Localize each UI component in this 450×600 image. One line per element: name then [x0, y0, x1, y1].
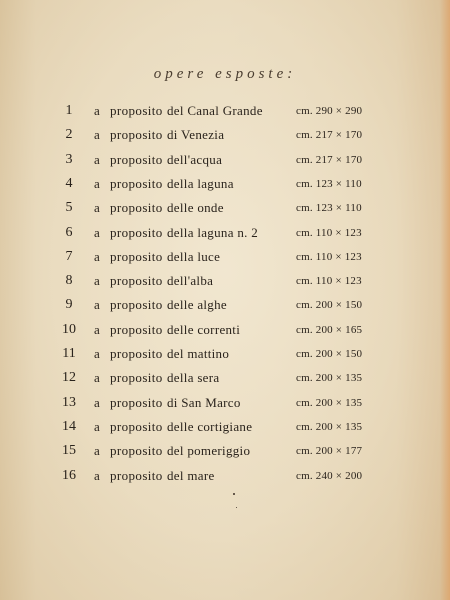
work-title: del mare: [167, 467, 215, 483]
work-row: [0, 415, 450, 439]
work-number: 10: [62, 321, 76, 337]
work-number: 9: [65, 297, 73, 313]
work-title: della sera: [167, 370, 220, 386]
work-row: [0, 172, 450, 196]
work-number: 16: [62, 467, 76, 483]
work-title: dell'acqua: [167, 151, 223, 167]
work-number: 7: [65, 248, 73, 264]
work-row: [0, 269, 450, 293]
work-row: [0, 342, 450, 366]
work-dimensions: cm. 110 × 123: [296, 275, 362, 288]
work-row: [0, 196, 450, 220]
work-title: del pomeriggio: [167, 443, 251, 459]
work-title: del mattino: [167, 346, 230, 361]
work-preposition: a: [94, 151, 100, 167]
work-number: 12: [62, 370, 76, 386]
work-proposito: proposito: [110, 200, 163, 216]
work-preposition: a: [94, 346, 100, 361]
work-proposito: proposito: [110, 394, 163, 410]
work-proposito: proposito: [110, 127, 163, 143]
work-number: 4: [65, 175, 73, 191]
work-proposito: proposito: [110, 443, 163, 459]
work-title: della laguna n. 2: [167, 224, 259, 240]
work-row: [0, 123, 450, 147]
work-proposito: proposito: [110, 151, 163, 167]
work-number: 15: [62, 443, 76, 459]
work-preposition: a: [94, 248, 100, 264]
work-preposition: a: [94, 175, 100, 191]
work-row: [0, 99, 450, 123]
work-row: [0, 391, 450, 415]
work-row: [0, 221, 450, 245]
work-row: [0, 293, 450, 317]
work-proposito: proposito: [110, 346, 163, 361]
work-preposition: a: [94, 297, 100, 313]
work-dimensions: cm. 217 × 170: [296, 129, 363, 142]
work-number: 2: [65, 127, 73, 143]
work-dimensions: cm. 200 × 165: [296, 323, 363, 336]
work-preposition: a: [94, 467, 100, 483]
work-proposito: proposito: [110, 467, 163, 483]
work-dimensions: cm. 123 × 110: [296, 202, 362, 215]
work-proposito: proposito: [110, 418, 163, 434]
work-title: delle cortigiane: [167, 418, 253, 434]
work-row: [0, 318, 450, 342]
work-preposition: a: [94, 321, 100, 337]
work-title: della laguna: [167, 175, 234, 191]
works-list: [0, 99, 450, 499]
work-number: 1: [65, 103, 73, 118]
work-number: 6: [65, 224, 73, 240]
work-dimensions: cm. 123 × 110: [296, 177, 362, 190]
work-number: 14: [62, 418, 76, 434]
work-number: 13: [62, 394, 76, 410]
page-heading: opere esposte:: [153, 66, 297, 82]
work-number: 11: [62, 346, 76, 361]
work-number: 8: [65, 273, 73, 289]
work-proposito: proposito: [110, 321, 163, 337]
work-dimensions: cm. 217 × 170: [296, 153, 363, 166]
work-title: della luce: [167, 248, 221, 264]
work-title: delle correnti: [167, 321, 241, 337]
work-preposition: a: [94, 127, 100, 143]
work-title: delle onde: [167, 200, 224, 216]
work-title: di San Marco: [167, 394, 241, 410]
work-preposition: a: [94, 103, 100, 118]
work-preposition: a: [94, 224, 100, 240]
work-dimensions: cm. 110 × 123: [296, 250, 362, 263]
ink-speck: [236, 507, 237, 508]
work-dimensions: cm. 200 × 135: [296, 372, 363, 385]
work-proposito: proposito: [110, 370, 163, 386]
work-preposition: a: [94, 200, 100, 216]
ink-speck: [233, 493, 235, 495]
work-preposition: a: [94, 370, 100, 386]
work-proposito: proposito: [110, 297, 163, 313]
work-dimensions: cm. 200 × 150: [296, 348, 363, 360]
work-dimensions: cm. 200 × 150: [296, 299, 363, 312]
work-dimensions: cm. 200 × 135: [296, 396, 363, 409]
work-proposito: proposito: [110, 248, 163, 264]
work-title: del Canal Grande: [167, 103, 263, 118]
work-title: dell'alba: [167, 273, 214, 289]
work-title: di Venezia: [167, 127, 225, 143]
work-row: [0, 245, 450, 269]
work-proposito: proposito: [110, 224, 163, 240]
work-preposition: a: [94, 394, 100, 410]
work-dimensions: cm. 110 × 123: [296, 226, 362, 239]
work-row: [0, 366, 450, 390]
work-dimensions: cm. 200 × 177: [296, 445, 363, 458]
work-proposito: proposito: [110, 175, 163, 191]
work-title: delle alghe: [167, 297, 227, 313]
work-row: [0, 439, 450, 463]
work-proposito: proposito: [110, 273, 163, 289]
work-dimensions: cm. 200 × 135: [296, 420, 363, 433]
work-preposition: a: [94, 273, 100, 289]
work-number: 3: [65, 151, 73, 167]
work-preposition: a: [94, 443, 100, 459]
work-dimensions: cm. 290 × 290: [296, 105, 363, 117]
work-row: [0, 464, 450, 488]
work-number: 5: [65, 200, 73, 216]
work-row: [0, 148, 450, 172]
work-preposition: a: [94, 418, 100, 434]
work-dimensions: cm. 240 × 200: [296, 469, 363, 482]
work-proposito: proposito: [110, 103, 163, 118]
